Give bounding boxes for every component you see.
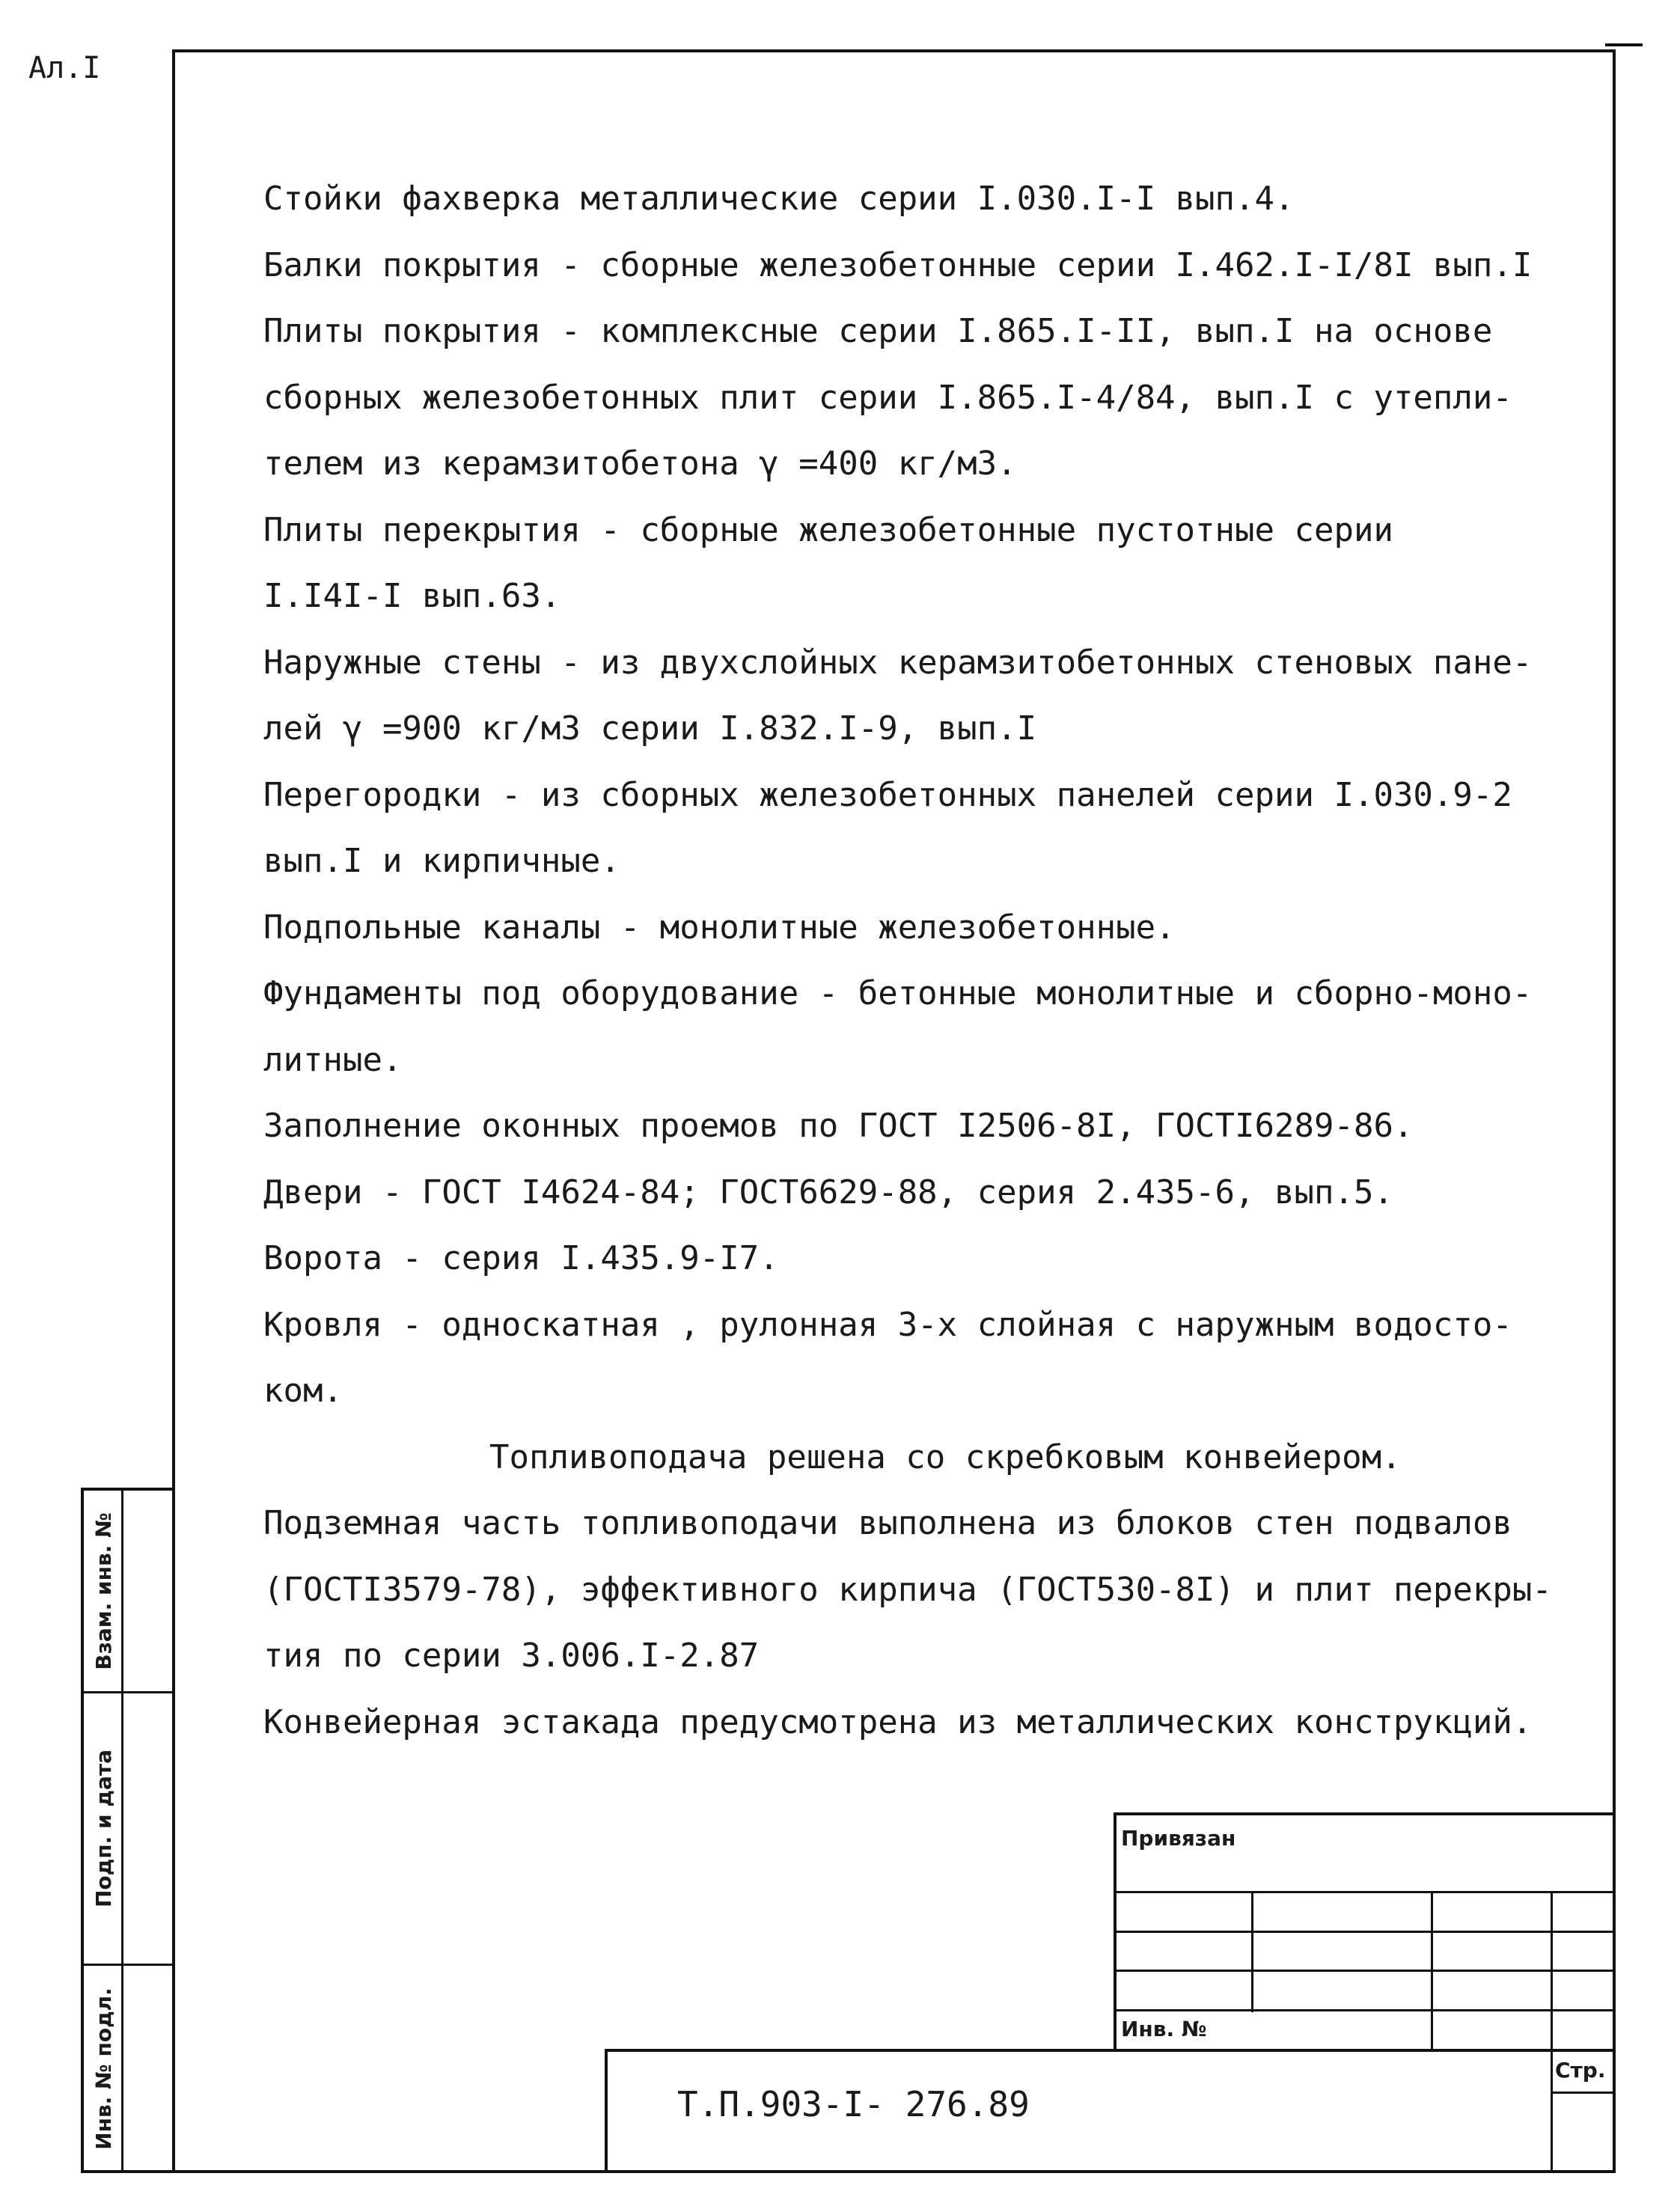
inv-replacement-label: Взам. инв. № (91, 1512, 116, 1670)
sheet-code: Ал.I (28, 51, 101, 85)
text-line: Балки покрытия - сборные железобетонные серии I.462.I-I/8I вып.I (263, 245, 1533, 284)
text-line: Двери - ГОСТ I4624-84; ГОСТ6629-88, серия 2.435-6, вып.5. (263, 1173, 1393, 1212)
text-line: Фундаменты под оборудование - бетонные монолитные и сборно-моно- (263, 974, 1533, 1012)
text-line: Наружные стены - из двухслойных керамзитобетонных стеновых пане- (263, 643, 1533, 682)
text-line: Стойки фахверка металлические серии I.030.I-I вып.4. (263, 180, 1295, 218)
text-line: Плиты перекрытия - сборные железобетонные пустотные серии (263, 510, 1393, 549)
text-line: Подземная часть топливоподачи выполнена из блоков стен подвалов (263, 1504, 1512, 1542)
side-stamp (81, 1488, 175, 2173)
text-line: литные. (263, 1040, 403, 1079)
text-line: лей γ =900 кг/м3 серии I.832.I-9, вып.I (263, 709, 1037, 748)
frame-corner-tick (1605, 43, 1643, 46)
document-body (263, 166, 1595, 1756)
inv-original-label: Инв. № подл. (91, 1988, 116, 2150)
text-line: сборных железобетонных плит серии I.865.I-4/84, вып.I с утепли- (263, 378, 1512, 417)
text-line: Ворота - серия I.435.9-I7. (263, 1239, 779, 1277)
bound-label: Привязан (1121, 1826, 1236, 1851)
text-line: Подпольные каналы - монолитные железобетонные. (263, 908, 1176, 947)
text-line: вып.I и кирпичные. (263, 842, 620, 880)
inv-number-label: Инв. № (1121, 2017, 1207, 2041)
text-line: Конвейерная эстакада предусмотрена из металлических конструкций. (263, 1702, 1533, 1741)
text-line: Перегородки - из сборных железобетонных панелей серии I.030.9-2 (263, 775, 1512, 814)
document-code: Т.П.903-I- 276.89 (677, 2084, 1030, 2124)
text-line: Кровля - односкатная , рулонная 3-х слойная с наружным водосто- (263, 1305, 1512, 1344)
side-stamp-divider (121, 1491, 123, 2170)
text-line: тия по серии 3.006.I-2.87 (263, 1637, 760, 1675)
text-line: Заполнение оконных проемов по ГОСТ I2506-8I, ГОСТI6289-86. (263, 1107, 1414, 1145)
page-label: Стр. (1555, 2058, 1606, 2083)
text-line: (ГОСТI3579-78), эффективного кирпича (ГОСТ530-8I) и плит перекры- (263, 1570, 1552, 1609)
text-line: ком. (263, 1372, 343, 1410)
text-line: I.I4I-I вып.63. (263, 577, 561, 615)
text-line: Плиты покрытия - комплексные серии I.865.I-II, вып.I на основе (263, 312, 1493, 350)
signature-date-label: Подп. и дата (91, 1749, 116, 1908)
text-line: Топливоподача решена со скребковым конвейером. (489, 1437, 1402, 1476)
text-line: телем из керамзитобетона γ =400 кг/м3. (263, 444, 1017, 483)
